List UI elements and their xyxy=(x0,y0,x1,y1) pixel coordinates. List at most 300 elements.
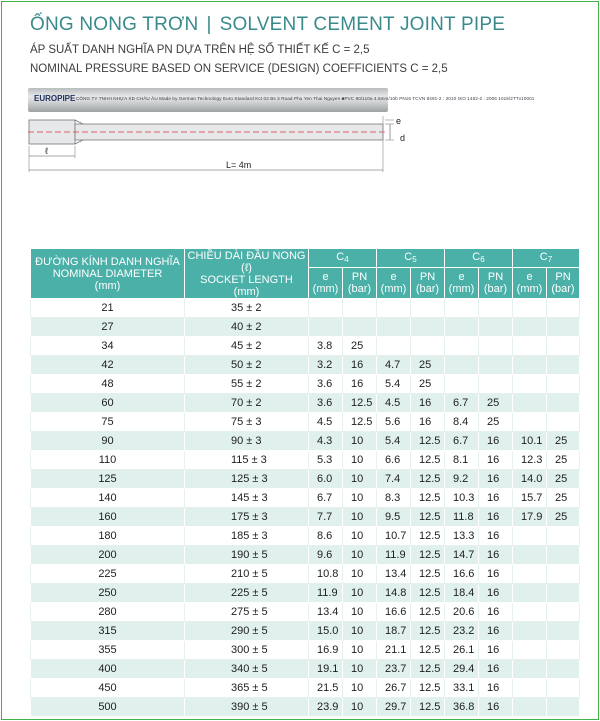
cell-nominal-pressure: 16 xyxy=(479,603,513,622)
table-row xyxy=(31,698,580,717)
cell-nominal-pressure xyxy=(547,527,580,546)
cell-wall-thickness: 9.5 xyxy=(377,508,411,527)
table-row xyxy=(31,660,580,679)
cell-nominal-pressure xyxy=(547,394,580,413)
cell-nominal-pressure: 16 xyxy=(479,565,513,584)
cell-socket-length: 390 ± 5 xyxy=(185,698,309,717)
table-row xyxy=(31,413,580,432)
cell-wall-thickness: 29.7 xyxy=(377,698,411,717)
table-row xyxy=(31,394,580,413)
cell-wall-thickness xyxy=(513,375,547,394)
cell-nominal-diameter: 110 xyxy=(31,451,185,470)
cell-nominal-pressure xyxy=(479,299,513,318)
cell-nominal-diameter: 140 xyxy=(31,489,185,508)
cell-wall-thickness: 16.6 xyxy=(377,603,411,622)
cell-wall-thickness: 9.2 xyxy=(445,470,479,489)
cell-nominal-pressure: 12.5 xyxy=(343,413,377,432)
group-letter: C xyxy=(336,250,345,263)
cell-nominal-pressure xyxy=(547,603,580,622)
cell-socket-length: 50 ± 2 xyxy=(185,356,309,375)
header-wall-thickness xyxy=(309,268,343,299)
cell-wall-thickness xyxy=(513,660,547,679)
cell-socket-length: 290 ± 5 xyxy=(185,622,309,641)
cell-wall-thickness: 11.9 xyxy=(309,584,343,603)
cell-nominal-pressure: 12.5 xyxy=(411,565,445,584)
cell-nominal-pressure: 10 xyxy=(343,660,377,679)
table-row xyxy=(31,432,580,451)
cell-wall-thickness: 4.3 xyxy=(309,432,343,451)
header-wall-thickness-label: e xyxy=(458,271,465,283)
cell-nominal-diameter: 225 xyxy=(31,565,185,584)
cell-wall-thickness: 13.4 xyxy=(309,603,343,622)
cell-nominal-pressure xyxy=(479,337,513,356)
cell-wall-thickness xyxy=(445,299,479,318)
cell-nominal-diameter: 355 xyxy=(31,641,185,660)
cell-nominal-diameter: 180 xyxy=(31,527,185,546)
cell-wall-thickness xyxy=(513,299,547,318)
cell-nominal-pressure: 12.5 xyxy=(411,641,445,660)
cell-nominal-pressure: 25 xyxy=(547,451,580,470)
header-nominal-pressure-unit: (bar) xyxy=(551,283,575,295)
cell-nominal-pressure: 10 xyxy=(343,527,377,546)
cell-wall-thickness: 18.4 xyxy=(445,584,479,603)
cell-wall-thickness: 10.1 xyxy=(513,432,547,451)
cell-nominal-diameter: 160 xyxy=(31,508,185,527)
cell-wall-thickness: 20.6 xyxy=(445,603,479,622)
cell-nominal-pressure: 25 xyxy=(547,489,580,508)
cell-wall-thickness xyxy=(445,375,479,394)
cell-nominal-pressure: 12.5 xyxy=(411,584,445,603)
cell-nominal-pressure: 10 xyxy=(343,565,377,584)
cell-nominal-pressure: 10 xyxy=(343,698,377,717)
cell-nominal-pressure: 25 xyxy=(479,394,513,413)
cell-wall-thickness: 10.8 xyxy=(309,565,343,584)
cell-nominal-pressure xyxy=(547,622,580,641)
cell-wall-thickness: 5.4 xyxy=(377,432,411,451)
cell-wall-thickness: 11.8 xyxy=(445,508,479,527)
table-row xyxy=(31,489,580,508)
cell-socket-length: 75 ± 3 xyxy=(185,413,309,432)
cell-wall-thickness: 8.4 xyxy=(445,413,479,432)
diameter-label: d xyxy=(400,133,406,143)
cell-wall-thickness xyxy=(513,337,547,356)
table-row xyxy=(31,565,580,584)
cell-wall-thickness xyxy=(377,337,411,356)
cell-nominal-diameter: 450 xyxy=(31,679,185,698)
cell-wall-thickness: 15.0 xyxy=(309,622,343,641)
cell-wall-thickness: 11.9 xyxy=(377,546,411,565)
cell-wall-thickness: 19.1 xyxy=(309,660,343,679)
table-row xyxy=(31,527,580,546)
cell-nominal-pressure: 25 xyxy=(547,432,580,451)
pipe-print-text: CÔNG TY TNHH NHỰA XD CHÂU ÂU Made by German Technology Euro Standard Kct 02 Bs 3 Road Phu Yen Thai Nguyen ■PVC 90/110a 4.5mm/10b PN16 TCVN 8491-2 : 2010 ISO 1452-2 : 2006 1015/2TTv10001 xyxy=(76,96,535,101)
cell-wall-thickness xyxy=(513,641,547,660)
cell-wall-thickness xyxy=(445,356,479,375)
pipe-drawing xyxy=(28,116,418,180)
cell-nominal-diameter: 315 xyxy=(31,622,185,641)
header-nominal-pressure-unit: (bar) xyxy=(347,283,372,295)
title-separator: | xyxy=(206,14,212,35)
cell-nominal-pressure: 25 xyxy=(479,413,513,432)
table-row xyxy=(31,451,580,470)
cell-socket-length: 70 ± 2 xyxy=(185,394,309,413)
title-vietnamese: ỐNG NONG TRƠN xyxy=(30,14,199,35)
table-row xyxy=(31,584,580,603)
header-group-c7 xyxy=(513,249,580,268)
group-letter: C xyxy=(539,250,548,263)
cell-nominal-pressure: 16 xyxy=(479,622,513,641)
cell-nominal-pressure: 12.5 xyxy=(411,679,445,698)
cell-nominal-pressure xyxy=(411,299,445,318)
cell-wall-thickness: 6.7 xyxy=(445,394,479,413)
cell-wall-thickness: 18.7 xyxy=(377,622,411,641)
cell-wall-thickness: 23.9 xyxy=(309,698,343,717)
cell-nominal-pressure xyxy=(547,641,580,660)
cell-wall-thickness xyxy=(445,337,479,356)
cell-wall-thickness: 12.3 xyxy=(513,451,547,470)
cell-nominal-pressure xyxy=(411,318,445,337)
cell-wall-thickness: 7.7 xyxy=(309,508,343,527)
cell-nominal-pressure: 16 xyxy=(343,356,377,375)
header-nominal-pressure xyxy=(547,268,580,299)
header-wall-thickness-label: e xyxy=(526,271,533,283)
cell-wall-thickness: 3.6 xyxy=(309,375,343,394)
cell-nominal-diameter: 280 xyxy=(31,603,185,622)
header-nominal-diameter-en: NOMINAL DIAMETER xyxy=(52,267,163,280)
header-nominal-pressure-label: PN xyxy=(351,271,368,283)
header-wall-thickness-unit: (mm) xyxy=(448,283,475,295)
cell-wall-thickness: 8.6 xyxy=(309,527,343,546)
cell-nominal-pressure: 10 xyxy=(343,679,377,698)
cell-wall-thickness: 17.9 xyxy=(513,508,547,527)
cell-wall-thickness: 5.4 xyxy=(377,375,411,394)
cell-nominal-pressure: 16 xyxy=(411,413,445,432)
group-letter: C xyxy=(472,250,481,263)
cell-nominal-pressure: 10 xyxy=(343,489,377,508)
header-socket-length-vn: CHIỀU DÀI ĐẦU NONG (ℓ) xyxy=(187,249,306,274)
cell-wall-thickness xyxy=(513,318,547,337)
cell-wall-thickness: 23.2 xyxy=(445,622,479,641)
cell-nominal-diameter: 48 xyxy=(31,375,185,394)
cell-wall-thickness: 5.6 xyxy=(377,413,411,432)
cell-nominal-pressure: 16 xyxy=(479,641,513,660)
cell-wall-thickness: 7.4 xyxy=(377,470,411,489)
header-nominal-pressure xyxy=(411,268,445,299)
cell-socket-length: 90 ± 3 xyxy=(185,432,309,451)
header-wall-thickness-label: e xyxy=(390,271,397,283)
cell-nominal-pressure: 16 xyxy=(479,432,513,451)
cell-nominal-pressure: 16 xyxy=(343,375,377,394)
cell-wall-thickness: 13.3 xyxy=(445,527,479,546)
cell-nominal-pressure xyxy=(547,337,580,356)
cell-nominal-pressure xyxy=(547,679,580,698)
cell-socket-length: 125 ± 3 xyxy=(185,470,309,489)
cell-wall-thickness: 4.5 xyxy=(377,394,411,413)
header-nominal-diameter-vn: ĐƯỜNG KÍNH DANH NGHĨA xyxy=(35,255,180,268)
cell-wall-thickness xyxy=(513,527,547,546)
cell-wall-thickness: 29.4 xyxy=(445,660,479,679)
cell-socket-length: 210 ± 5 xyxy=(185,565,309,584)
cell-nominal-pressure: 16 xyxy=(479,527,513,546)
cell-nominal-pressure xyxy=(547,356,580,375)
group-letter: C xyxy=(404,250,413,263)
header-nominal-pressure-unit: (bar) xyxy=(483,283,508,295)
cell-nominal-pressure: 12.5 xyxy=(343,394,377,413)
cell-nominal-diameter: 60 xyxy=(31,394,185,413)
cell-wall-thickness xyxy=(513,565,547,584)
cell-nominal-pressure: 16 xyxy=(479,470,513,489)
header-wall-thickness-label: e xyxy=(322,271,329,283)
cell-wall-thickness: 8.3 xyxy=(377,489,411,508)
cell-wall-thickness xyxy=(445,318,479,337)
cell-wall-thickness: 4.5 xyxy=(309,413,343,432)
group-subscript: 5 xyxy=(412,254,417,264)
cell-wall-thickness xyxy=(513,698,547,717)
page-title xyxy=(30,14,505,36)
cell-nominal-pressure: 16 xyxy=(479,584,513,603)
cell-nominal-pressure xyxy=(547,299,580,318)
brand-logo: EUROPIPE xyxy=(34,94,76,103)
cell-socket-length: 190 ± 5 xyxy=(185,546,309,565)
table-row xyxy=(31,375,580,394)
table-row xyxy=(31,337,580,356)
header-wall-thickness-unit: (mm) xyxy=(380,283,407,295)
cell-wall-thickness: 14.7 xyxy=(445,546,479,565)
cell-nominal-pressure: 16 xyxy=(479,698,513,717)
cell-nominal-diameter: 125 xyxy=(31,470,185,489)
cell-nominal-pressure xyxy=(547,375,580,394)
cell-socket-length: 115 ± 3 xyxy=(185,451,309,470)
header-nominal-diameter xyxy=(31,249,185,299)
cell-wall-thickness xyxy=(513,603,547,622)
cell-wall-thickness xyxy=(513,394,547,413)
cell-wall-thickness: 6.7 xyxy=(309,489,343,508)
cell-nominal-pressure xyxy=(479,318,513,337)
cell-wall-thickness: 3.2 xyxy=(309,356,343,375)
cell-wall-thickness xyxy=(377,318,411,337)
cell-nominal-diameter: 27 xyxy=(31,318,185,337)
cell-wall-thickness: 5.3 xyxy=(309,451,343,470)
cell-nominal-pressure xyxy=(547,565,580,584)
table-row xyxy=(31,603,580,622)
header-socket-length-unit: (mm) xyxy=(233,285,260,298)
cell-wall-thickness: 10.3 xyxy=(445,489,479,508)
cell-nominal-pressure: 25 xyxy=(547,508,580,527)
cell-socket-length: 145 ± 3 xyxy=(185,489,309,508)
group-subscript: 7 xyxy=(547,254,553,264)
cell-nominal-pressure xyxy=(547,584,580,603)
cell-nominal-pressure: 10 xyxy=(343,451,377,470)
cell-wall-thickness xyxy=(377,299,411,318)
header-nominal-pressure-label: PN xyxy=(419,271,436,283)
cell-wall-thickness xyxy=(513,413,547,432)
cell-nominal-pressure: 16 xyxy=(479,660,513,679)
cell-nominal-pressure xyxy=(547,413,580,432)
cell-nominal-diameter: 75 xyxy=(31,413,185,432)
header-wall-thickness xyxy=(377,268,411,299)
cell-nominal-pressure: 10 xyxy=(343,641,377,660)
cell-nominal-pressure: 12.5 xyxy=(411,470,445,489)
cell-nominal-pressure xyxy=(547,318,580,337)
cell-nominal-pressure: 16 xyxy=(411,394,445,413)
cell-socket-length: 45 ± 2 xyxy=(185,337,309,356)
cell-wall-thickness: 9.6 xyxy=(309,546,343,565)
cell-wall-thickness: 26.1 xyxy=(445,641,479,660)
cell-wall-thickness: 14.0 xyxy=(513,470,547,489)
cell-wall-thickness: 6.7 xyxy=(445,432,479,451)
cell-nominal-pressure xyxy=(343,318,377,337)
cell-wall-thickness: 23.7 xyxy=(377,660,411,679)
cell-wall-thickness: 6.0 xyxy=(309,470,343,489)
cell-nominal-pressure: 25 xyxy=(411,356,445,375)
cell-nominal-pressure xyxy=(547,698,580,717)
cell-nominal-pressure xyxy=(479,356,513,375)
cell-nominal-diameter: 250 xyxy=(31,584,185,603)
header-nominal-pressure-unit: (bar) xyxy=(415,283,440,295)
title-english: SOLVENT CEMENT JOINT PIPE xyxy=(219,14,506,35)
group-subscript: 4 xyxy=(344,254,349,264)
cell-nominal-pressure: 10 xyxy=(343,603,377,622)
cell-nominal-diameter: 34 xyxy=(31,337,185,356)
cell-wall-thickness: 26.7 xyxy=(377,679,411,698)
cell-wall-thickness xyxy=(513,679,547,698)
cell-nominal-pressure xyxy=(343,299,377,318)
table-row xyxy=(31,679,580,698)
header-wall-thickness-unit: (mm) xyxy=(312,283,339,295)
subtitle-english: NOMINAL PRESSURE BASED ON SERVICE (DESIGN) COEFFICIENTS C = 2,5 xyxy=(30,63,448,75)
cell-nominal-pressure: 10 xyxy=(343,584,377,603)
header-nominal-pressure-label: PN xyxy=(487,271,504,283)
cell-nominal-diameter: 400 xyxy=(31,660,185,679)
cell-wall-thickness: 4.7 xyxy=(377,356,411,375)
cell-wall-thickness: 13.4 xyxy=(377,565,411,584)
cell-wall-thickness: 16.9 xyxy=(309,641,343,660)
cell-nominal-pressure: 10 xyxy=(343,622,377,641)
cell-nominal-pressure: 16 xyxy=(479,508,513,527)
pipe-spec-table xyxy=(30,248,580,717)
header-wall-thickness xyxy=(513,268,547,299)
header-socket-length-en: SOCKET LENGTH xyxy=(200,273,293,286)
cell-nominal-pressure: 16 xyxy=(479,546,513,565)
cell-nominal-pressure: 25 xyxy=(547,470,580,489)
cell-wall-thickness: 10.7 xyxy=(377,527,411,546)
header-socket-length xyxy=(185,249,309,299)
cell-nominal-pressure: 25 xyxy=(343,337,377,356)
cell-wall-thickness xyxy=(513,356,547,375)
table-row xyxy=(31,622,580,641)
cell-nominal-pressure: 12.5 xyxy=(411,546,445,565)
cell-nominal-diameter: 200 xyxy=(31,546,185,565)
table-row xyxy=(31,546,580,565)
cell-nominal-pressure: 12.5 xyxy=(411,660,445,679)
table-row xyxy=(31,356,580,375)
cell-wall-thickness xyxy=(513,622,547,641)
cell-nominal-pressure: 10 xyxy=(343,470,377,489)
cell-wall-thickness: 16.6 xyxy=(445,565,479,584)
cell-nominal-pressure: 16 xyxy=(479,489,513,508)
header-nominal-pressure-label: PN xyxy=(555,271,571,283)
table-row xyxy=(31,299,580,318)
cell-socket-length: 340 ± 5 xyxy=(185,660,309,679)
cell-nominal-pressure: 12.5 xyxy=(411,432,445,451)
cell-wall-thickness: 21.5 xyxy=(309,679,343,698)
pipe-photo xyxy=(28,88,535,112)
cell-nominal-pressure: 10 xyxy=(343,432,377,451)
cell-socket-length: 175 ± 3 xyxy=(185,508,309,527)
cell-nominal-pressure: 12.5 xyxy=(411,527,445,546)
cell-nominal-pressure: 16 xyxy=(479,451,513,470)
cell-nominal-pressure: 10 xyxy=(343,546,377,565)
cell-nominal-pressure: 25 xyxy=(411,375,445,394)
socket-length-label: ℓ xyxy=(45,146,48,156)
cell-socket-length: 35 ± 2 xyxy=(185,299,309,318)
cell-nominal-diameter: 500 xyxy=(31,698,185,717)
cell-nominal-pressure xyxy=(411,337,445,356)
cell-nominal-pressure: 12.5 xyxy=(411,489,445,508)
cell-wall-thickness: 14.8 xyxy=(377,584,411,603)
header-wall-thickness-unit: (mm) xyxy=(516,283,543,295)
wall-thickness-label: e xyxy=(396,116,402,126)
cell-nominal-diameter: 90 xyxy=(31,432,185,451)
cell-socket-length: 300 ± 5 xyxy=(185,641,309,660)
cell-wall-thickness: 8.1 xyxy=(445,451,479,470)
cell-socket-length: 365 ± 5 xyxy=(185,679,309,698)
header-nominal-pressure xyxy=(343,268,377,299)
cell-wall-thickness xyxy=(309,299,343,318)
header-group-c6 xyxy=(445,249,513,268)
cell-wall-thickness xyxy=(513,584,547,603)
cell-wall-thickness: 33.1 xyxy=(445,679,479,698)
pipe-length-label: L= 4m xyxy=(226,160,252,170)
cell-wall-thickness: 6.6 xyxy=(377,451,411,470)
table-row xyxy=(31,508,580,527)
cell-wall-thickness: 36.8 xyxy=(445,698,479,717)
cell-wall-thickness: 21.1 xyxy=(377,641,411,660)
cell-socket-length: 275 ± 5 xyxy=(185,603,309,622)
cell-nominal-diameter: 21 xyxy=(31,299,185,318)
cell-wall-thickness xyxy=(513,546,547,565)
cell-nominal-pressure: 12.5 xyxy=(411,603,445,622)
cell-nominal-pressure: 12.5 xyxy=(411,622,445,641)
header-group-c5 xyxy=(377,249,445,268)
group-subscript: 6 xyxy=(480,254,485,264)
cell-nominal-pressure: 12.5 xyxy=(411,451,445,470)
cell-socket-length: 185 ± 3 xyxy=(185,527,309,546)
header-wall-thickness xyxy=(445,268,479,299)
table-row xyxy=(31,641,580,660)
table-row xyxy=(31,470,580,489)
cell-nominal-diameter: 42 xyxy=(31,356,185,375)
subtitle-vietnamese: ÁP SUẤT DANH NGHĨA PN DỰA TRÊN HỆ SỐ THIẾT KẾ C = 2,5 xyxy=(30,44,370,56)
table-row xyxy=(31,318,580,337)
cell-nominal-pressure: 12.5 xyxy=(411,698,445,717)
cell-nominal-pressure xyxy=(547,660,580,679)
cell-socket-length: 40 ± 2 xyxy=(185,318,309,337)
cell-wall-thickness: 15.7 xyxy=(513,489,547,508)
cell-wall-thickness: 3.8 xyxy=(309,337,343,356)
cell-socket-length: 55 ± 2 xyxy=(185,375,309,394)
pipe-diagram xyxy=(28,88,535,180)
header-nominal-pressure xyxy=(479,268,513,299)
cell-nominal-pressure: 10 xyxy=(343,508,377,527)
header-group-c4 xyxy=(309,249,377,268)
cell-nominal-pressure: 12.5 xyxy=(411,508,445,527)
cell-nominal-pressure xyxy=(547,546,580,565)
cell-wall-thickness xyxy=(309,318,343,337)
cell-socket-length: 225 ± 5 xyxy=(185,584,309,603)
cell-wall-thickness: 3.6 xyxy=(309,394,343,413)
cell-nominal-pressure xyxy=(479,375,513,394)
